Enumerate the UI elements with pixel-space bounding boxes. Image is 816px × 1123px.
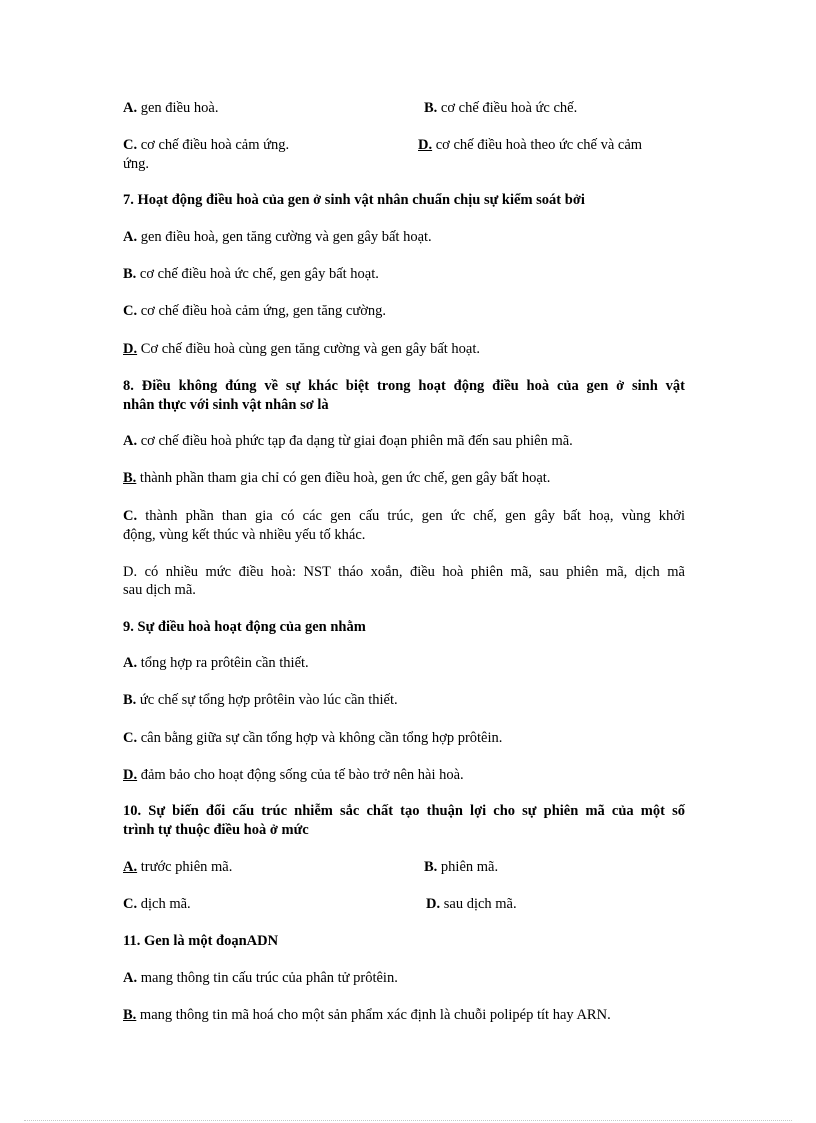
text-line [123, 729, 502, 747]
text-line [123, 766, 464, 784]
option-letter: A. [123, 433, 138, 449]
option-text: phiên mã. [440, 859, 499, 875]
option-text: sau dịch mã. [443, 896, 517, 912]
option-text: cơ chế điều hoà cảm ứng, gen tăng cường. [140, 303, 386, 319]
option-letter: A. [123, 970, 138, 986]
option-text: trước phiên mã. [140, 859, 233, 875]
option-letter: B. [123, 692, 137, 708]
text-line [426, 895, 517, 913]
text-line [123, 581, 196, 599]
line-text: D. có nhiều mức điều hoà: NST tháo xoắn, điều hoà phiên mã, sau phiên mã, dịch mã [123, 564, 685, 580]
question-heading [123, 821, 309, 839]
option-letter: A. [123, 859, 138, 875]
question-heading [123, 191, 585, 209]
line-text: nhân thực với sinh vật nhân sơ là [123, 397, 329, 413]
option-letter: D. [418, 137, 433, 153]
line-text: 10. Sự biến đổi cấu trúc nhiễm sắc chất tạo thuận lợi cho sự phiên mã của một số [123, 803, 685, 819]
question-heading [123, 802, 685, 820]
option-letter: A. [123, 229, 138, 245]
text-line [424, 99, 577, 117]
line-text: 8. Điều không đúng về sự khác biệt trong hoạt động điều hoà của gen ở sinh vật [123, 378, 685, 394]
option-letter: C. [123, 730, 138, 746]
text-line [123, 563, 685, 581]
option-text: mang thông tin cấu trúc của phân tử prôtêin. [140, 970, 398, 986]
page-break-divider [24, 1120, 792, 1121]
option-letter: D. [123, 767, 138, 783]
line-text: 11. Gen là một đoạnADN [123, 933, 279, 949]
text-line [123, 654, 309, 672]
line-text: ứng. [123, 156, 149, 172]
text-line [123, 895, 191, 913]
option-letter: B. [424, 859, 438, 875]
text-line [123, 302, 386, 320]
option-text: thành phần tham gia chỉ có gen điều hoà, gen ức chế, gen gây bất hoạt. [139, 470, 551, 486]
line-text: 9. Sự điều hoà hoạt động của gen nhằm [123, 619, 366, 635]
option-text: gen điều hoà. [140, 100, 219, 116]
text-line [123, 507, 685, 525]
line-text: sau dịch mã. [123, 582, 196, 598]
option-text: dịch mã. [140, 896, 191, 912]
question-heading [123, 396, 329, 414]
text-line [123, 228, 432, 246]
text-line [123, 691, 398, 709]
option-text: mang thông tin mã hoá cho một sản phẩm xác định là chuỗi polipép tít hay ARN. [139, 1007, 611, 1023]
text-line [123, 969, 398, 987]
option-letter: A. [123, 655, 138, 671]
option-text: thành phần than gia có các gen cấu trúc, gen ức chế, gen gây bất hoạ, vùng khởi [145, 508, 686, 524]
option-text: cơ chế điều hoà cảm ứng. [140, 137, 290, 153]
option-text: cơ chế điều hoà theo ức chế và cảm [435, 137, 643, 153]
option-letter: C. [123, 896, 138, 912]
option-text: cân bằng giữa sự cần tổng hợp và không cần tổng hợp prôtêin. [140, 730, 503, 746]
question-heading [123, 377, 685, 395]
line-text: 7. Hoạt động điều hoà của gen ở sinh vật nhân chuẩn chịu sự kiểm soát bởi [123, 192, 585, 208]
option-text: cơ chế điều hoà ức chế, gen gây bất hoạt. [139, 266, 379, 282]
option-letter: B. [123, 266, 137, 282]
question-heading [123, 618, 366, 636]
text-line [424, 858, 498, 876]
line-text: động, vùng kết thúc và nhiều yếu tố khác. [123, 527, 366, 543]
option-text: cơ chế điều hoà phức tạp đa dạng từ giai đoạn phiên mã đến sau phiên mã. [140, 433, 573, 449]
question-heading [123, 932, 278, 950]
text-line [123, 1006, 611, 1024]
text-line [123, 136, 289, 154]
text-line [123, 340, 480, 358]
option-text: cơ chế điều hoà ức chế. [440, 100, 578, 116]
option-text: đảm bảo cho hoạt động sống của tế bào trở nên hài hoà. [140, 767, 464, 783]
text-line [123, 469, 550, 487]
option-text: Cơ chế điều hoà cùng gen tăng cường và gen gây bất hoạt. [140, 341, 481, 357]
line-text: trình tự thuộc điều hoà ở mức [123, 822, 309, 838]
option-letter: C. [123, 508, 138, 524]
option-letter: B. [424, 100, 438, 116]
option-letter: A. [123, 100, 138, 116]
text-line [123, 155, 149, 173]
option-letter: B. [123, 470, 137, 486]
option-letter: D. [123, 341, 138, 357]
option-text: gen điều hoà, gen tăng cường và gen gây bất hoạt. [140, 229, 432, 245]
option-letter: B. [123, 1007, 137, 1023]
text-line [123, 526, 365, 544]
option-text: ức chế sự tổng hợp prôtêin vào lúc cần thiết. [139, 692, 398, 708]
option-letter: D. [426, 896, 441, 912]
text-line [123, 265, 379, 283]
option-letter: C. [123, 137, 138, 153]
text-line [123, 432, 573, 450]
text-line [123, 99, 218, 117]
option-letter: C. [123, 303, 138, 319]
text-line [418, 136, 642, 154]
text-line [123, 858, 232, 876]
option-text: tổng hợp ra prôtêin cần thiết. [140, 655, 309, 671]
